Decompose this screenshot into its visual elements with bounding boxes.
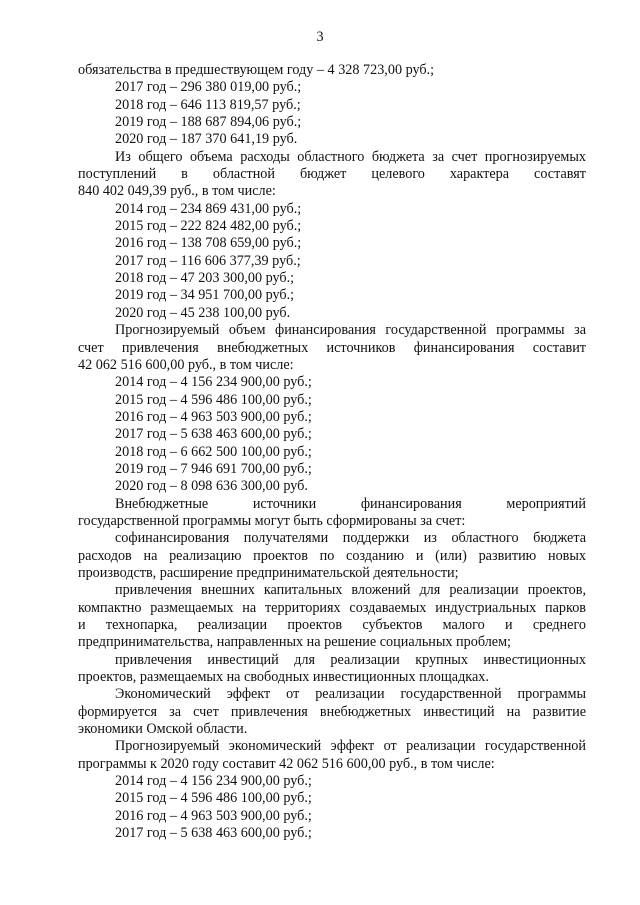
text-line: 2020 год – 187 370 641,19 руб. <box>115 131 298 148</box>
text-line: и технопарка, реализации проектов субъектов малого и среднего <box>78 617 586 633</box>
text-line: 2015 год – 4 596 486 100,00 руб.; <box>115 391 312 408</box>
text-line: производств, расширение предпринимательской деятельности; <box>78 564 459 581</box>
text-line: Из общего объема расходы областного бюджета за счет прогнозируемых <box>115 148 586 165</box>
page-number: 3 <box>316 29 324 45</box>
text-line: 2014 год – 4 156 234 900,00 руб.; <box>115 773 312 790</box>
text-line: 2018 год – 646 113 819,57 руб.; <box>115 96 301 113</box>
document-body <box>78 62 586 842</box>
text-line: Прогнозируемый объем финансирования государственной программы за <box>115 322 586 339</box>
text-line: 2015 год – 4 596 486 100,00 руб.; <box>115 790 312 807</box>
text-line: поступлений в областной бюджет целевого характера составят <box>78 166 586 183</box>
text-line: расходов на реализацию проектов по созданию и (или) развитию новых <box>78 547 586 564</box>
text-line: 2017 год – 296 380 019,00 руб.; <box>115 79 302 96</box>
text-line: обязательства в предшествующем году – 4 328 723,00 руб.; <box>78 62 435 78</box>
text-line: Прогнозируемый экономический эффект от реализации государственной <box>115 738 586 755</box>
text-line: 2018 год – 47 203 300,00 руб.; <box>115 270 295 287</box>
text-line: проектов, размещаемых на свободных инвестиционных площадках. <box>78 669 489 686</box>
text-line: государственной программы могут быть сформированы за счет: <box>78 512 466 529</box>
text-line: компактно размещаемых на территориях создаваемых индустриальных парков <box>78 599 586 616</box>
text-line: 2020 год – 45 238 100,00 руб. <box>115 304 291 321</box>
text-line: предпринимательства, направленных на решение социальных проблем; <box>78 634 512 651</box>
text-line: 2014 год – 4 156 234 900,00 руб.; <box>115 374 312 391</box>
text-line: привлечения внешних капитальных вложений для реализации проектов, <box>115 582 586 599</box>
text-line: программы к 2020 году составит 42 062 516 600,00 руб., в том числе: <box>78 755 495 772</box>
text-line: счет привлечения внебюджетных источников финансирования составит <box>78 339 586 356</box>
text-line: 2019 год – 7 946 691 700,00 руб.; <box>115 460 312 477</box>
text-line: 42 062 516 600,00 руб., в том числе: <box>78 356 294 373</box>
text-line: 2019 год – 34 951 700,00 руб.; <box>115 287 295 304</box>
text-line: 840 402 049,39 руб., в том числе: <box>78 183 276 200</box>
text-line: 2020 год – 8 098 636 300,00 руб. <box>115 478 308 495</box>
text-line: софинансирования получателями поддержки из областного бюджета <box>115 530 586 547</box>
text-line: Внебюджетные источники финансирования мероприятий <box>115 495 586 512</box>
text-line: 2019 год – 188 687 894,06 руб.; <box>115 114 302 131</box>
text-line: формируется за счет привлечения внебюджетных инвестиций на развитие <box>78 703 586 720</box>
text-line: экономики Омской области. <box>78 721 248 738</box>
text-line: привлечения инвестиций для реализации крупных инвестиционных <box>115 651 586 668</box>
text-line: 2017 год – 5 638 463 600,00 руб.; <box>115 426 312 443</box>
text-line: 2017 год – 116 606 377,39 руб.; <box>115 252 301 269</box>
text-line: 2018 год – 6 662 500 100,00 руб.; <box>115 443 312 460</box>
text-line: 2016 год – 4 963 503 900,00 руб.; <box>115 807 312 824</box>
text-line: 2015 год – 222 824 482,00 руб.; <box>115 218 302 235</box>
text-line: 2016 год – 138 708 659,00 руб.; <box>115 235 302 252</box>
text-line: Экономический эффект от реализации государственной программы <box>115 686 586 703</box>
text-line: 2016 год – 4 963 503 900,00 руб.; <box>115 408 312 425</box>
text-line: 2014 год – 234 869 431,00 руб.; <box>115 200 302 217</box>
text-line: 2017 год – 5 638 463 600,00 руб.; <box>115 825 312 842</box>
